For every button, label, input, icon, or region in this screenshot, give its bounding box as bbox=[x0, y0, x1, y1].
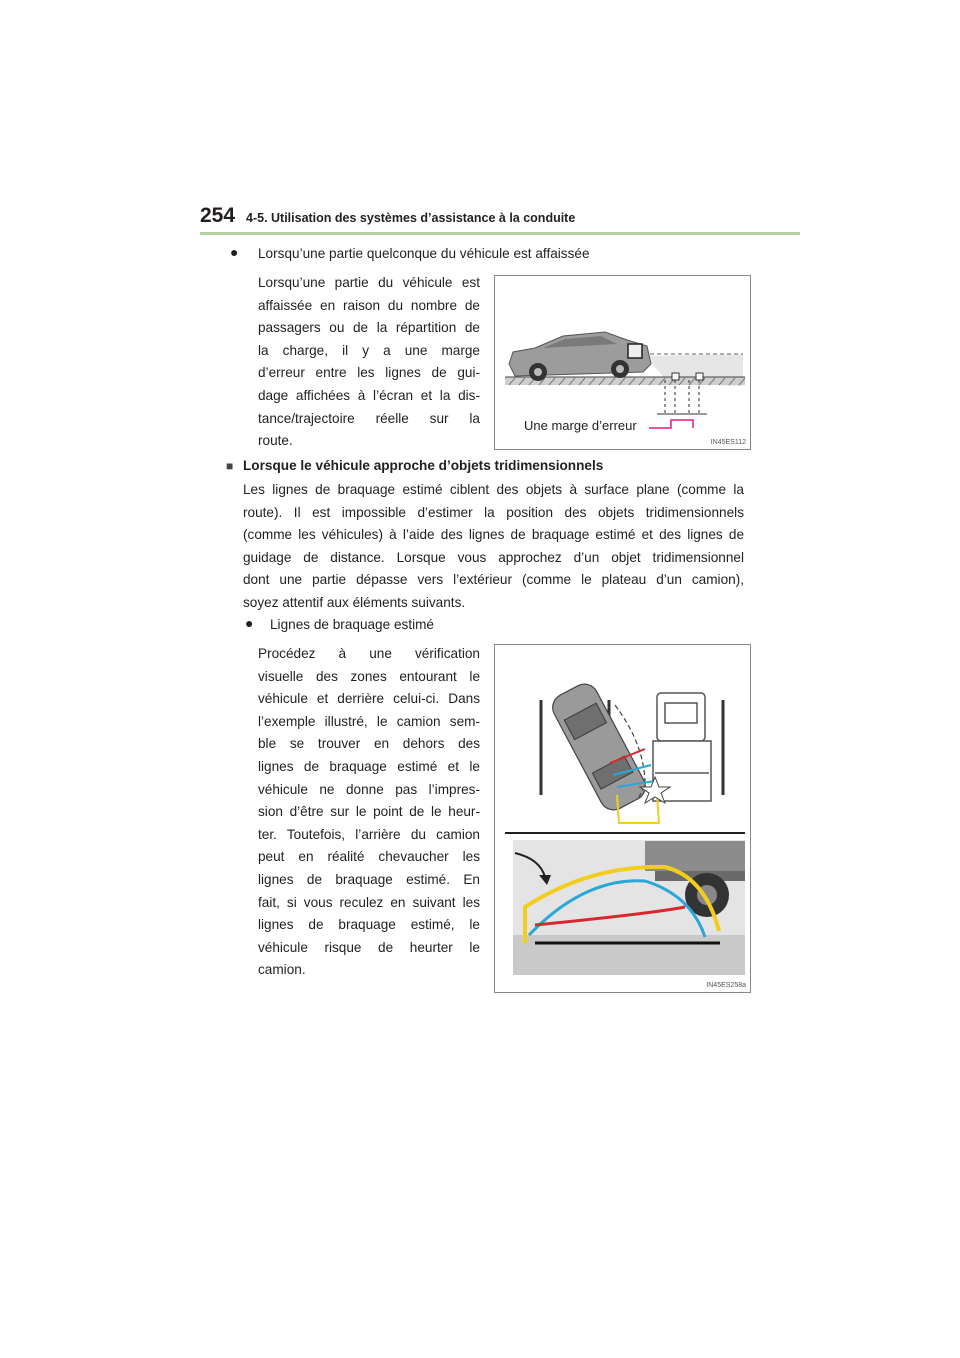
item1-line: affaissée en raison du nombre de bbox=[258, 297, 480, 313]
item2-line: véhicule risque de heurter le bbox=[258, 939, 480, 955]
item2-line: ter. Toutefois, l’arrière du camion bbox=[258, 826, 480, 842]
item1-line: dage affichées à l’écran et la dis- bbox=[258, 387, 480, 403]
paragraph-line: (comme les véhicules) à l’aide des lignes de braquage estimé et des lignes de bbox=[243, 527, 744, 543]
item2-title: Lignes de braquage estimé bbox=[270, 617, 434, 632]
figure-code: IN45ES258a bbox=[706, 982, 746, 989]
page-number: 254 bbox=[200, 204, 236, 227]
item2-line: lignes de braquage estimé et le bbox=[258, 758, 480, 774]
section-marker-icon: ■ bbox=[226, 459, 234, 473]
item1-body bbox=[258, 272, 480, 453]
item2-body bbox=[258, 643, 480, 982]
figure-code: IN45ES112 bbox=[710, 439, 746, 446]
paragraph-line: Les lignes de braquage estimé ciblent des objets à surface plane (comme la bbox=[243, 482, 744, 497]
item2-line: fait, si vous reculez en suivant les bbox=[258, 894, 480, 910]
section2-heading: Lorsque le véhicule approche d’objets tridimensionnels bbox=[243, 458, 604, 473]
bullet-icon: ● bbox=[245, 615, 254, 631]
item1-line: Lorsqu’une partie du véhicule est bbox=[258, 275, 480, 290]
steering-lines-figure bbox=[494, 644, 751, 993]
paragraph-line: dont une partie dépasse vers l’extérieur (comme le plateau d’un camion), bbox=[243, 572, 744, 588]
bullet-icon: ● bbox=[230, 244, 239, 260]
item1-title: Lorsqu’une partie quelconque du véhicule est affaissée bbox=[258, 246, 590, 261]
item2-line: visuelle des zones entourant le bbox=[258, 668, 480, 684]
item1-line: tance/trajectoire réelle sur la bbox=[258, 410, 480, 426]
header-rule bbox=[200, 232, 800, 235]
paragraph-line: soyez attentif aux éléments suivants. bbox=[243, 594, 466, 610]
item1-line: passagers ou de la répartition de bbox=[258, 320, 480, 336]
item2-line: véhicule ne donne pas l’impres- bbox=[258, 781, 480, 797]
item2-line: lignes de braquage estimé, le bbox=[258, 917, 480, 933]
paragraph-line: guidage de distance. Lorsque vous approchez d’un objet tridimensionnel bbox=[243, 549, 744, 565]
item2-line: sion d’être sur le point de le heur- bbox=[258, 804, 480, 820]
item2-line: lignes de braquage estimé. En bbox=[258, 871, 480, 887]
item2-line: Procédez à une vérification bbox=[258, 646, 480, 661]
sagging-vehicle-figure bbox=[494, 275, 751, 450]
parking-illustration bbox=[495, 645, 750, 992]
section2-paragraph bbox=[243, 479, 744, 615]
paragraph-line: route). Il est impossible d’estimer la position des objets tridimensionnels bbox=[243, 504, 744, 520]
item2-line: ble se trouver en dehors des bbox=[258, 736, 480, 752]
section-title: 4-5. Utilisation des systèmes d’assistance à la conduite bbox=[246, 211, 576, 225]
item1-line: route. bbox=[258, 433, 293, 449]
item1-line: d’erreur entre les lignes de gui- bbox=[258, 365, 480, 381]
item1-line: la charge, il y a une marge bbox=[258, 342, 480, 358]
item2-line: l’exemple illustré, le camion sem- bbox=[258, 713, 480, 729]
item2-line: camion. bbox=[258, 962, 306, 978]
item2-line: peut en réalité chevaucher les bbox=[258, 849, 480, 865]
item2-line: véhicule et derrière celui-ci. Dans bbox=[258, 691, 480, 707]
margin-of-error-label: Une marge d’erreur bbox=[524, 418, 637, 433]
